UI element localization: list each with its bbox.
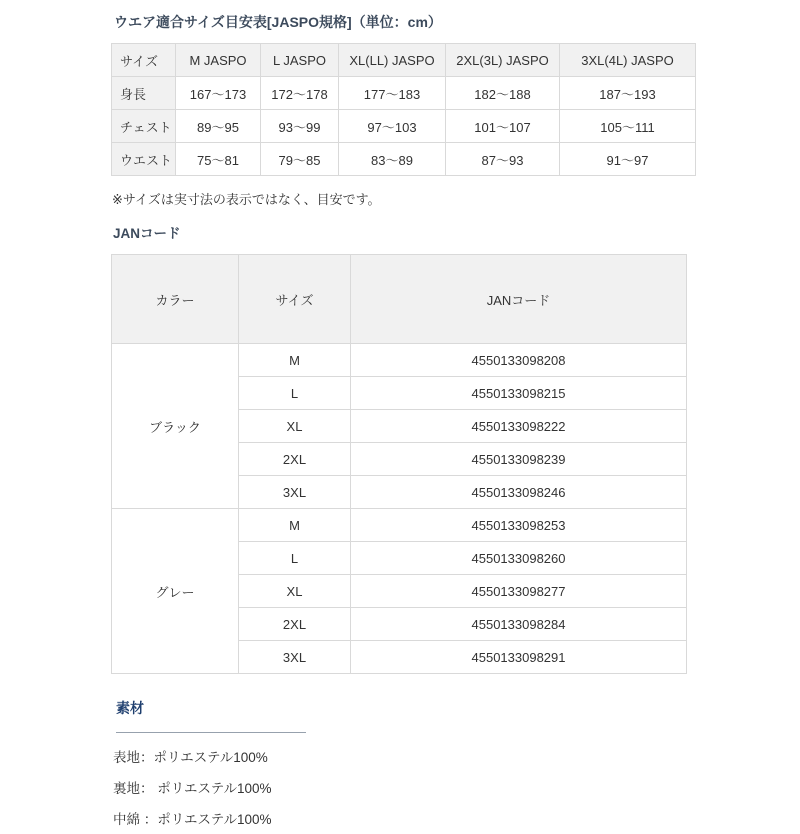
size-chart-header-m: M JASPO (176, 44, 261, 77)
chest-3xl: 105～111 (560, 110, 696, 143)
black-jan-xl: 4550133098222 (351, 410, 687, 443)
gray-size-3xl: 3XL (239, 641, 351, 674)
gray-size-l: L (239, 542, 351, 575)
waist-m: 75～81 (176, 143, 261, 176)
material-heading: 素材 (116, 700, 144, 716)
gray-size-xl: XL (239, 575, 351, 608)
material-line-padding: 中綿 ：ポリエステル100% (113, 812, 272, 827)
waist-2xl: 87～93 (446, 143, 560, 176)
gray-size-2xl: 2XL (239, 608, 351, 641)
black-size-l: L (239, 377, 351, 410)
height-l: 172～178 (261, 77, 339, 110)
waist-3xl: 91～97 (560, 143, 696, 176)
black-size-m: M (239, 344, 351, 377)
height-2xl: 182～188 (446, 77, 560, 110)
chest-l: 93～99 (261, 110, 339, 143)
chest-m: 89～95 (176, 110, 261, 143)
jan-section-label: JANコード (113, 226, 181, 241)
table-row (112, 344, 687, 377)
height-m: 167～173 (176, 77, 261, 110)
jan-code-table (111, 254, 687, 674)
table-row-chest (112, 110, 696, 143)
waist-l: 79～85 (261, 143, 339, 176)
chest-2xl: 101～107 (446, 110, 560, 143)
size-chart-header-xl: XL(LL) JASPO (339, 44, 446, 77)
jan-header-color: カラー (112, 255, 239, 344)
waist-xl: 83～89 (339, 143, 446, 176)
jan-header-code: JANコード (351, 255, 687, 344)
gray-jan-m: 4550133098253 (351, 509, 687, 542)
row-label-height: 身長 (112, 77, 176, 110)
gray-size-m: M (239, 509, 351, 542)
table-row-height (112, 77, 696, 110)
gray-jan-3xl: 4550133098291 (351, 641, 687, 674)
black-jan-2xl: 4550133098239 (351, 443, 687, 476)
gray-jan-l: 4550133098260 (351, 542, 687, 575)
size-chart-header-size: サイズ (112, 44, 176, 77)
black-jan-l: 4550133098215 (351, 377, 687, 410)
size-chart-note: ※サイズは実寸法の表示ではなく、目安です。 (112, 192, 381, 207)
size-chart-header-l: L JASPO (261, 44, 339, 77)
material-line-lining: 裏地： ポリエステル100% (113, 781, 272, 796)
black-size-2xl: 2XL (239, 443, 351, 476)
black-size-3xl: 3XL (239, 476, 351, 509)
material-line-outer: 表地：ポリエステル100% (113, 750, 268, 765)
jan-header-size: サイズ (239, 255, 351, 344)
gray-jan-xl: 4550133098277 (351, 575, 687, 608)
height-3xl: 187～193 (560, 77, 696, 110)
black-jan-3xl: 4550133098246 (351, 476, 687, 509)
chest-xl: 97～103 (339, 110, 446, 143)
gray-jan-2xl: 4550133098284 (351, 608, 687, 641)
black-size-xl: XL (239, 410, 351, 443)
row-label-waist: ウエスト (112, 143, 176, 176)
size-chart-header-2xl: 2XL(3L) JASPO (446, 44, 560, 77)
height-xl: 177～183 (339, 77, 446, 110)
material-heading-rule (116, 732, 306, 733)
size-chart-title: ウエア適合サイズ目安表[JASPO規格]（単位：cm） (114, 14, 442, 30)
product-spec-content (111, 0, 711, 834)
row-label-chest: チェスト (112, 110, 176, 143)
jan-table-header-row (112, 255, 687, 344)
size-chart-table (111, 43, 696, 176)
table-row (112, 509, 687, 542)
size-chart-header-row (112, 44, 696, 77)
black-jan-m: 4550133098208 (351, 344, 687, 377)
color-label-black: ブラック (112, 344, 239, 509)
color-label-gray: グレー (112, 509, 239, 674)
size-chart-header-3xl: 3XL(4L) JASPO (560, 44, 696, 77)
table-row-waist (112, 143, 696, 176)
